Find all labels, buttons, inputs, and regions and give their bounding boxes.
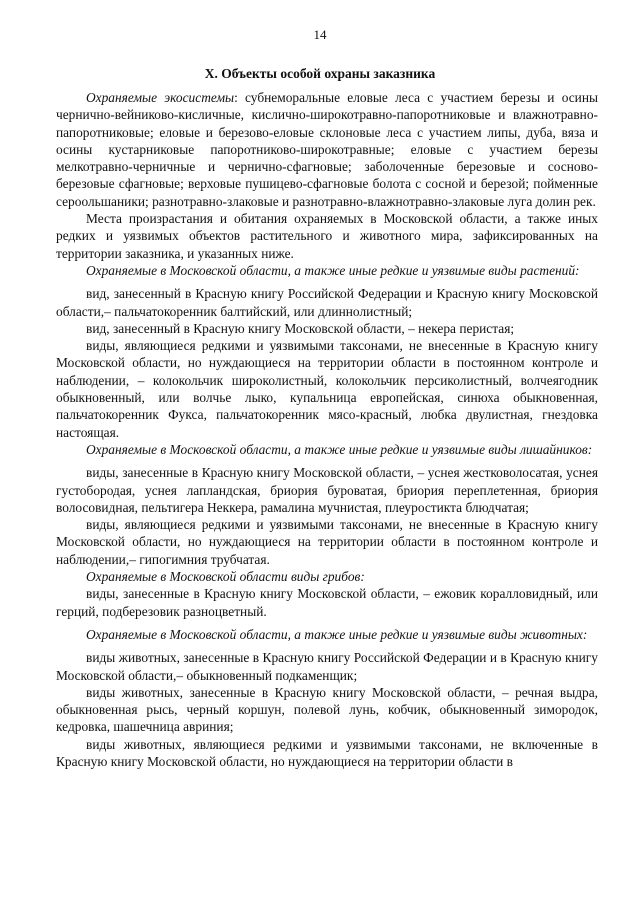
fungi-paragraph-1: виды, занесенные в Красную книгу Московской области, – ежовик коралловидный, или герций, подберезовик разноцветный. [56, 586, 598, 619]
section-heading: X. Объекты особой охраны заказника [204, 66, 436, 81]
page-number: 14 [313, 27, 327, 42]
animals-paragraph-2: виды животных, занесенные в Красную книгу Московской области, – речная выдра, обыкновенная рысь, черный коршун, полевой лунь, кобчик, обыкновенный зимородок, кедровка, шашечница авриния; [56, 684, 598, 735]
ecosystems-paragraph [56, 89, 598, 210]
plants-paragraph-1: вид, занесенный в Красную книгу Российской Федерации и Красную книгу Московской области,– пальчатокоренник балтийский, или длиннолистный; [56, 286, 598, 319]
lichens-heading: Охраняемые в Московской области, а также иные редкие и уязвимые виды лишайников: [86, 441, 593, 457]
plants-heading: Охраняемые в Московской области, а также иные редкие и уязвимые виды растений: [86, 262, 580, 278]
lichens-paragraph-1: виды, занесенные в Красную книгу Московской области, – уснея жестковолосатая, уснея густобородая, уснея лапландская, бриория буроватая, бриория переплетенная, бриория волосовидная, пельтигера Неккера, рамалина мучнистая, плеуростикта блюдчатая; [56, 465, 598, 515]
habitats-paragraph: Места произрастания и обитания охраняемых в Московской области, а также иных редких и уязвимых объектов растительного и животного мира, зафиксированных на территории заказника, и указанных ниже. [56, 211, 598, 261]
plants-paragraph-3: виды, являющиеся редкими и уязвимыми таксонами, не внесенные в Красную книгу Московской области, но нуждающиеся на территории области в постоянном контроле и наблюдении, – колокольчик широколистный, колокольчик персиколистный, волчеягодник обыкновенный, или волчье лыко, купальница европейская, синюха обыкновенная, пальчатокоренник Фукса, пальчатокоренник мясо-красный, любка двулистная, гнездовка настоящая. [56, 338, 598, 440]
ecosystems-label: Охраняемые экосистемы [86, 90, 235, 105]
animals-paragraph-3: виды животных, являющиеся редкими и уязвимыми таксонами, не включенные в Красную книгу Московской области, но нуждающиеся на территории области в [56, 736, 598, 769]
fungi-heading: Охраняемые в Московской области виды грибов: [86, 569, 365, 585]
ecosystems-text: : субнеморальные еловые леса с участием березы и осины чернично-вейниково-кисличные, кислично-широкотравно-папоротниковые и влажнотравно-папоротниковые; еловые и березово-еловые склоновые леса с участием липы, дуба, вяза и осины кустарниковые папоротниково-широкотравные; еловые с участием березы мелкотравно-черничные и чернично-сфагновые; заболоченные березовые и сосново-березовые сфагновые; верховые пушицево-сфагновые болота с сосной и березой; пойменные сероольшаники; разнотравно-злаковые и разнотравно-влажнотравно-злаковые луга долин рек. [56, 90, 598, 209]
plants-paragraph-2: вид, занесенный в Красную книгу Московской области, – некера перистая; [86, 320, 515, 336]
animals-paragraph-1: виды животных, занесенные в Красную книгу Российской Федерации и в Красную книгу Московской области,– обыкновенный подкаменщик; [56, 650, 598, 683]
lichens-paragraph-2: виды, являющиеся редкими и уязвимыми таксонами, не внесенные в Красную книгу Московской области, но нуждающиеся на территории области в постоянном контроле и наблюдении,– гипогимния трубчатая. [56, 517, 598, 567]
document-body [56, 89, 598, 770]
animals-heading: Охраняемые в Московской области, а также иные редкие и уязвимые виды животных: [86, 626, 588, 642]
